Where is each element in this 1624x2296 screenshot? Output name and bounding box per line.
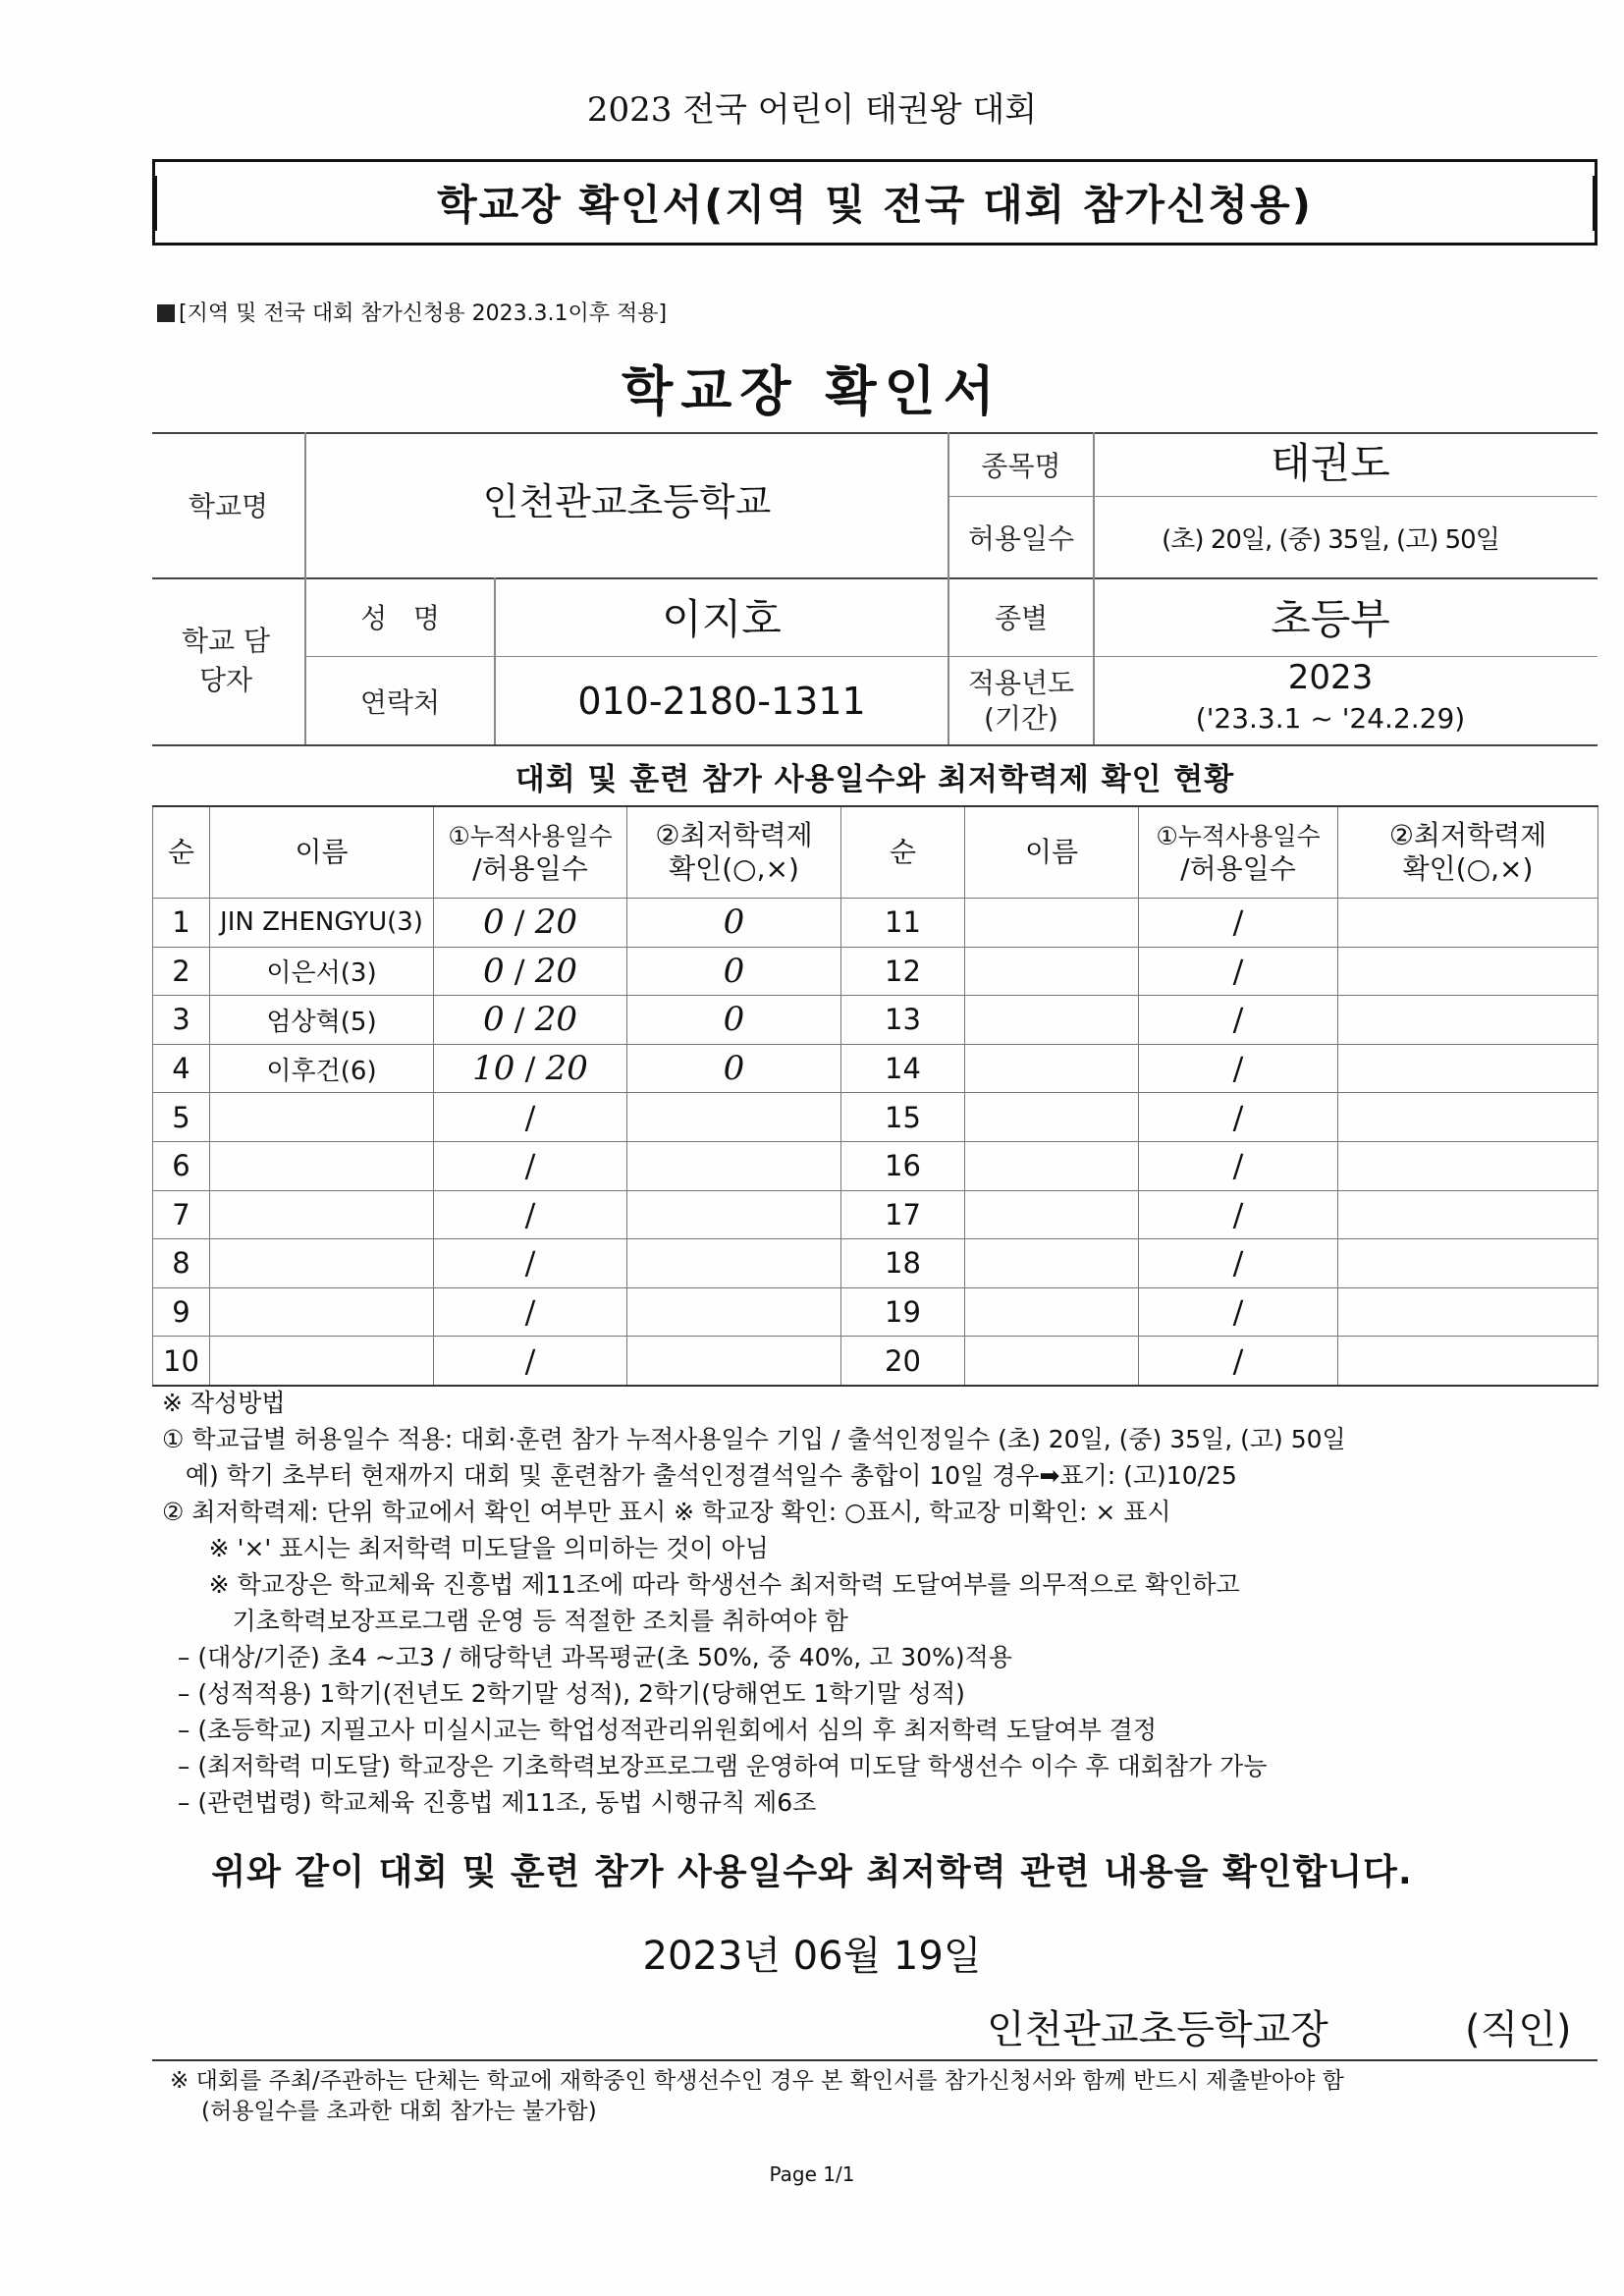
slash-separator: / bbox=[1232, 1147, 1244, 1185]
table-title: 대회 및 훈련 참가 사용일수와 최저학력제 확인 현황 bbox=[514, 761, 1235, 797]
row-number: 7 bbox=[153, 1190, 210, 1239]
days-cell bbox=[1139, 1287, 1338, 1337]
days-cell bbox=[1139, 1093, 1338, 1142]
header-check bbox=[627, 806, 841, 899]
athlete-name bbox=[965, 1190, 1139, 1239]
row-number: 9 bbox=[153, 1287, 210, 1337]
slash-separator: / bbox=[1232, 952, 1244, 990]
attendance-table-body bbox=[153, 899, 1598, 1386]
slash-separator: / bbox=[504, 1001, 535, 1039]
academic-check bbox=[1338, 899, 1598, 948]
academic-check bbox=[1338, 1287, 1598, 1337]
days-cell bbox=[1139, 1044, 1338, 1093]
days-cell bbox=[1139, 1141, 1338, 1190]
row-number: 17 bbox=[841, 1190, 965, 1239]
division-value: 초등부 bbox=[1271, 595, 1390, 643]
year-value: 2023 bbox=[1287, 658, 1374, 697]
guide-line: ※ 작성방법 bbox=[162, 1389, 286, 1417]
slash-separator: / bbox=[1232, 1341, 1244, 1380]
table-row bbox=[153, 996, 1598, 1045]
athlete-name: 이후건(6) bbox=[210, 1044, 434, 1093]
days-cell bbox=[434, 1337, 627, 1386]
event-title: 2023 전국 어린이 태권왕 대회 bbox=[586, 90, 1038, 130]
row-number: 4 bbox=[153, 1044, 210, 1093]
days-cell bbox=[434, 1044, 627, 1093]
header-name: 이름 bbox=[210, 806, 434, 899]
header-check-line1: ②최저학력제 bbox=[655, 819, 813, 852]
table-row bbox=[153, 947, 1598, 996]
days-cell bbox=[434, 1141, 627, 1190]
days-cell bbox=[1139, 899, 1338, 948]
allowed-value: (초) 20일, (중) 35일, (고) 50일 bbox=[1162, 524, 1499, 555]
days-cell bbox=[434, 996, 627, 1045]
academic-check: 0 bbox=[627, 1044, 841, 1093]
athlete-name bbox=[210, 1141, 434, 1190]
used-days: 10 bbox=[472, 1049, 515, 1089]
guide-line: 예) 학기 초부터 현재까지 대회 및 훈련참가 출석인정결석일수 총합이 10일 경우➡표기: (고)10/25 bbox=[162, 1461, 1237, 1490]
school-name: 인천관교초등학교 bbox=[482, 480, 772, 523]
allowed-days: 20 bbox=[545, 1049, 588, 1089]
row-number: 11 bbox=[841, 899, 965, 948]
slash-separator: / bbox=[1232, 1293, 1244, 1332]
contact-label: 연락처 bbox=[359, 685, 441, 719]
official-seal-label: (직인) bbox=[1465, 2007, 1572, 2052]
athlete-name bbox=[210, 1239, 434, 1288]
contact-value: 010-2180-1311 bbox=[577, 679, 866, 723]
document-title: 학교장 확인서 bbox=[622, 360, 1002, 422]
athlete-name bbox=[965, 1239, 1139, 1288]
table-row bbox=[153, 899, 1598, 948]
header-no: 순 bbox=[841, 806, 965, 899]
days-cell bbox=[1139, 996, 1338, 1045]
table-row bbox=[153, 1239, 1598, 1288]
slash-separator: / bbox=[1232, 903, 1244, 942]
guide-line: ① 학교급별 허용일수 적용: 대회·훈련 참가 누적사용일수 기입 / 출석인정일수 (초) 20일, (중) 35일, (고) 50일 bbox=[162, 1425, 1346, 1453]
slash-separator: / bbox=[1232, 1001, 1244, 1039]
row-number: 2 bbox=[153, 947, 210, 996]
table-row bbox=[153, 1044, 1598, 1093]
row-number: 5 bbox=[153, 1093, 210, 1142]
header-days-line1: ①누적사용일수 bbox=[1156, 822, 1321, 851]
days-cell bbox=[434, 947, 627, 996]
slash-separator: / bbox=[524, 1098, 536, 1136]
table-row bbox=[153, 1093, 1598, 1142]
header-days-line2: /허용일수 bbox=[472, 852, 588, 885]
allowed-label: 허용일수 bbox=[967, 522, 1075, 555]
slash-separator: / bbox=[524, 1147, 536, 1185]
manager-label: 학교 담당자 bbox=[181, 625, 271, 696]
row-number: 10 bbox=[153, 1337, 210, 1386]
row-number: 1 bbox=[153, 899, 210, 948]
banner-title: 학교장 확인서(지역 및 전국 대회 참가신청용) bbox=[152, 159, 1597, 246]
header-days-line1: ①누적사용일수 bbox=[448, 822, 613, 851]
table-row bbox=[153, 1190, 1598, 1239]
header-check bbox=[1338, 806, 1598, 899]
days-cell bbox=[434, 899, 627, 948]
manager-name-label: 성 명 bbox=[360, 602, 440, 634]
row-number: 13 bbox=[841, 996, 965, 1045]
academic-check bbox=[1338, 1239, 1598, 1288]
header-check-line1: ②최저학력제 bbox=[1388, 819, 1547, 852]
slash-separator: / bbox=[524, 1195, 536, 1233]
athlete-name bbox=[965, 1337, 1139, 1386]
row-number: 12 bbox=[841, 947, 965, 996]
days-cell bbox=[434, 1190, 627, 1239]
guide-line: 기초학력보장프로그램 운영 등 적절한 조치를 취하여야 함 bbox=[162, 1607, 848, 1635]
athlete-name bbox=[210, 1093, 434, 1142]
signer-name: 인천관교초등학교장 bbox=[987, 2007, 1328, 2052]
attendance-table bbox=[152, 805, 1598, 1387]
academic-check bbox=[1338, 1093, 1598, 1142]
sport-value: 태권도 bbox=[1271, 439, 1390, 487]
athlete-name bbox=[210, 1287, 434, 1337]
slash-separator: / bbox=[504, 903, 535, 942]
period-label: 적용년도 (기간) bbox=[967, 666, 1075, 735]
allowed-days: 20 bbox=[534, 1000, 578, 1040]
academic-check bbox=[1338, 1337, 1598, 1386]
days-cell bbox=[1139, 1337, 1338, 1386]
period-value: ('23.3.1 ~ '24.2.29) bbox=[1195, 701, 1466, 735]
guide-line: – (관련법령) 학교체육 진흥법 제11조, 동법 시행규칙 제6조 bbox=[162, 1788, 817, 1817]
row-number: 8 bbox=[153, 1239, 210, 1288]
guide-line: – (성적적용) 1학기(전년도 2학기말 성적), 2학기(당해연도 1학기말 성적) bbox=[162, 1679, 965, 1708]
table-header-row bbox=[153, 806, 1598, 899]
academic-check bbox=[1338, 1190, 1598, 1239]
sport-label: 종목명 bbox=[981, 449, 1061, 482]
table-row bbox=[153, 1141, 1598, 1190]
academic-check: 0 bbox=[627, 899, 841, 948]
row-number: 18 bbox=[841, 1239, 965, 1288]
athlete-name bbox=[965, 1093, 1139, 1142]
academic-check bbox=[1338, 996, 1598, 1045]
slash-separator: / bbox=[1232, 1244, 1244, 1283]
slash-separator: / bbox=[524, 1293, 536, 1332]
academic-check bbox=[1338, 1141, 1598, 1190]
athlete-name bbox=[965, 996, 1139, 1045]
athlete-name bbox=[965, 1287, 1139, 1337]
athlete-name bbox=[965, 899, 1139, 948]
row-number: 20 bbox=[841, 1337, 965, 1386]
academic-check: 0 bbox=[627, 996, 841, 1045]
allowed-days: 20 bbox=[534, 902, 578, 943]
athlete-name bbox=[210, 1337, 434, 1386]
days-cell bbox=[434, 1239, 627, 1288]
guide-line: – (최저학력 미도달) 학교장은 기초학력보장프로그램 운영하여 미도달 학생선수 이수 후 대회참가 가능 bbox=[162, 1752, 1268, 1780]
slash-separator: / bbox=[1232, 1050, 1244, 1088]
manager-name: 이지호 bbox=[662, 595, 782, 643]
days-cell bbox=[1139, 947, 1338, 996]
issue-date: 2023년 06월 19일 bbox=[642, 1934, 982, 1979]
days-cell bbox=[1139, 1190, 1338, 1239]
square-bullet-icon bbox=[157, 304, 175, 322]
academic-check bbox=[627, 1239, 841, 1288]
guide-line: ※ '×' 표시는 최저학력 미도달을 의미하는 것이 아님 bbox=[162, 1534, 769, 1562]
athlete-name bbox=[965, 1141, 1139, 1190]
academic-check bbox=[1338, 1044, 1598, 1093]
apply-note bbox=[157, 297, 667, 327]
writing-guide bbox=[162, 1385, 1596, 1821]
table-row bbox=[153, 1337, 1598, 1386]
academic-check: 0 bbox=[627, 947, 841, 996]
days-cell bbox=[1139, 1239, 1338, 1288]
allowed-days: 20 bbox=[534, 951, 578, 991]
row-number: 16 bbox=[841, 1141, 965, 1190]
row-number: 14 bbox=[841, 1044, 965, 1093]
header-days bbox=[1139, 806, 1338, 899]
academic-check bbox=[1338, 947, 1598, 996]
row-number: 3 bbox=[153, 996, 210, 1045]
guide-line: ※ 학교장은 학교체육 진흥법 제11조에 따라 학생선수 최저학력 도달여부를 의무적으로 확인하고 bbox=[162, 1570, 1240, 1599]
division-label: 종별 bbox=[994, 602, 1049, 634]
header-days bbox=[434, 806, 627, 899]
row-number: 19 bbox=[841, 1287, 965, 1337]
header-check-line2: 확인(○,×) bbox=[1402, 852, 1534, 885]
header-check-line2: 확인(○,×) bbox=[669, 852, 799, 885]
used-days: 0 bbox=[482, 951, 505, 991]
school-label: 학교명 bbox=[188, 490, 269, 522]
athlete-name bbox=[210, 1190, 434, 1239]
slash-separator: / bbox=[524, 1244, 536, 1283]
athlete-name: JIN ZHENGYU(3) bbox=[210, 899, 434, 948]
slash-separator: / bbox=[1232, 1098, 1244, 1136]
athlete-name: 엄상혁(5) bbox=[210, 996, 434, 1045]
footnote bbox=[170, 2066, 1596, 2127]
days-cell bbox=[434, 1093, 627, 1142]
guide-line: ② 최저학력제: 단위 학교에서 확인 여부만 표시 ※ 학교장 확인: ○표시, 학교장 미확인: × 표시 bbox=[162, 1498, 1171, 1526]
academic-check bbox=[627, 1337, 841, 1386]
used-days: 0 bbox=[482, 902, 505, 943]
guide-line: – (초등학교) 지필고사 미실시교는 학업성적관리위원회에서 심의 후 최저학력 도달여부 결정 bbox=[162, 1716, 1157, 1744]
page-number: Page 1/1 bbox=[769, 2162, 855, 2186]
athlete-name bbox=[965, 947, 1139, 996]
academic-check bbox=[627, 1287, 841, 1337]
confirmation-statement: 위와 같이 대회 및 훈련 참가 사용일수와 최저학력 관련 내용을 확인합니다. bbox=[211, 1852, 1413, 1892]
athlete-name bbox=[965, 1044, 1139, 1093]
table-row bbox=[153, 1287, 1598, 1337]
academic-check bbox=[627, 1141, 841, 1190]
slash-separator: / bbox=[524, 1341, 536, 1380]
row-number: 6 bbox=[153, 1141, 210, 1190]
athlete-name: 이은서(3) bbox=[210, 947, 434, 996]
row-number: 15 bbox=[841, 1093, 965, 1142]
slash-separator: / bbox=[504, 952, 535, 990]
footnote-rule bbox=[152, 2059, 1597, 2061]
academic-check bbox=[627, 1190, 841, 1239]
used-days: 0 bbox=[482, 1000, 505, 1040]
footnote-line: (허용일수를 초과한 대회 참가는 불가함) bbox=[201, 2099, 597, 2124]
header-days-line2: /허용일수 bbox=[1180, 852, 1296, 885]
header-name: 이름 bbox=[965, 806, 1139, 899]
days-cell bbox=[434, 1287, 627, 1337]
footnote-line: ※ 대회를 주최/주관하는 단체는 학교에 재학중인 학생선수인 경우 본 확인서를 참가신청서와 함께 반드시 제출받아야 함 bbox=[170, 2068, 1344, 2094]
academic-check bbox=[627, 1093, 841, 1142]
slash-separator: / bbox=[1232, 1195, 1244, 1233]
header-no: 순 bbox=[153, 806, 210, 899]
guide-line: – (대상/기준) 초4 ~고3 / 해당학년 과목평균(초 50%, 중 40%, 고 30%)적용 bbox=[162, 1643, 1012, 1671]
slash-separator: / bbox=[514, 1050, 546, 1088]
apply-note-text: [지역 및 전국 대회 참가신청용 2023.3.1이후 적용] bbox=[179, 301, 668, 326]
